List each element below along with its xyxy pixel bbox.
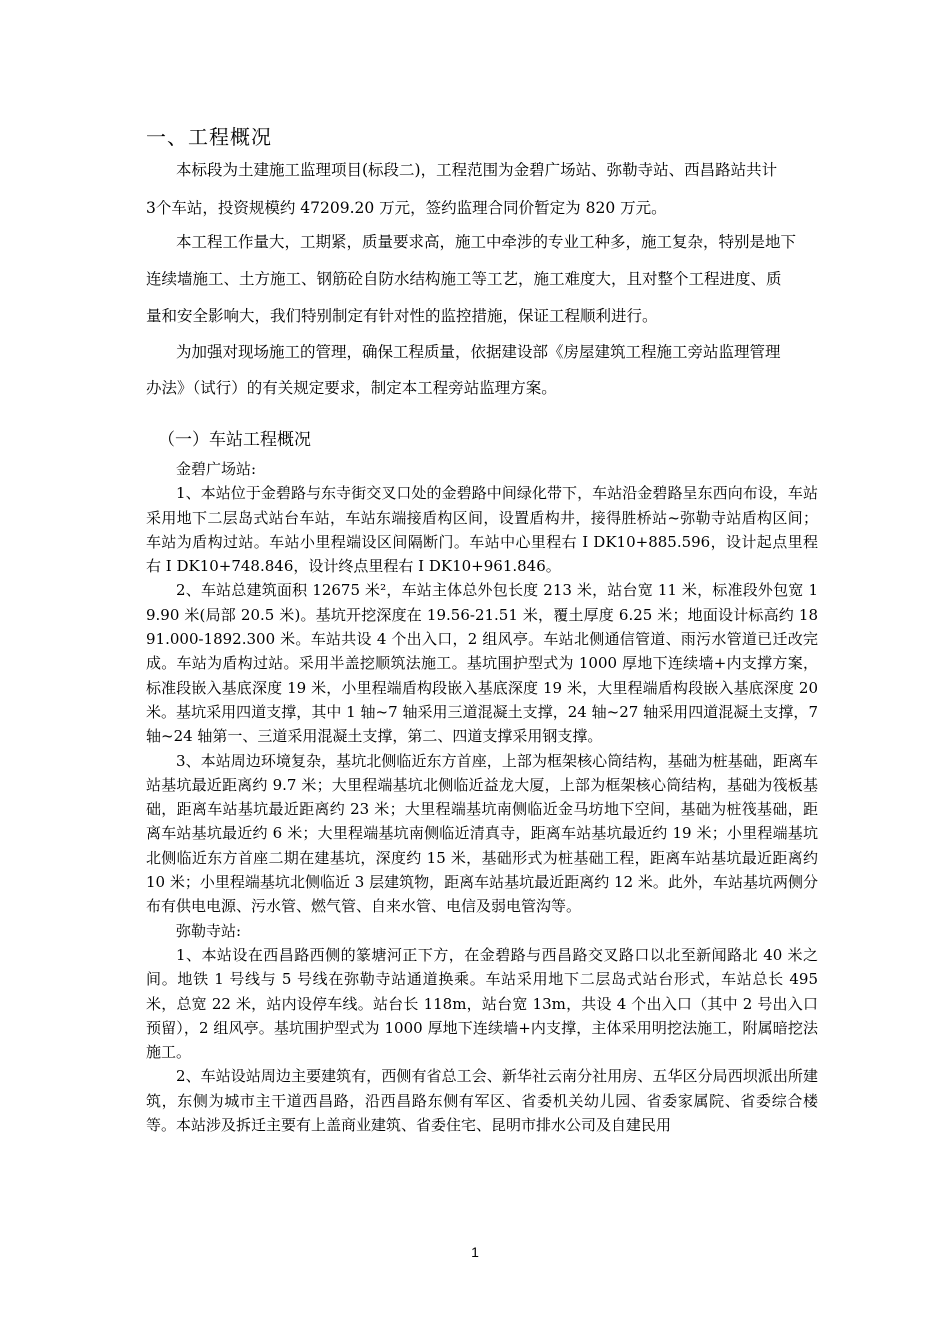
station-name-jinbi: 金碧广场站: bbox=[176, 460, 257, 478]
intro-line-1: 本标段为土建施工监理项目(标段二)，工程范围为金碧广场站、弥勒寺站、西昌路站共计 bbox=[176, 161, 778, 179]
paragraph: 3、本站周边环境复杂，基坑北侧临近东方首座，上部为框架核心筒结构，基础为桩基础，距离车站基坑最近距离约 9.7 米；大里程端基坑北侧临近益龙大厦，上部为框架核心筒结构，基础为筏板基础，距离车站基坑最近距离约 23 米；大里程端基坑南侧临近金马坊地下空间，基础为桩筏基础，距离车站基坑最近约 6 米；大里程端基坑南侧临近清真寺，距离车站基坑最近约 19 米；小里程端基坑北侧临近东方首座二期在建基坑，深度约 15 米，基础形式为桩基础工程，距离车站基坑最近距离约 10 米；小里程端基坑北侧临近 3 层建筑物，距离车站基坑最近距离约 12 米。此外，车站基坑两侧分布有供电电源、污水管、燃气管、自来水管、电信及弱电管沟等。 bbox=[146, 751, 818, 916]
subsection-title: （一）车站工程概况 bbox=[158, 430, 311, 450]
section-title: 一、工程概况 bbox=[146, 125, 272, 149]
intro-line-3: 本工程工作量大，工期紧，质量要求高，施工中牵涉的专业工种多，施工复杂，特别是地下 bbox=[176, 233, 797, 251]
station-name-mile: 弥勒寺站: bbox=[176, 921, 242, 940]
station-overview bbox=[146, 457, 818, 1137]
paragraph: 1、本站设在西昌路西侧的篆塘河正下方，在金碧路与西昌路交叉路口以北至新闻路北 40 米之间。地铁 1 号线与 5 号线在弥勒寺站通道换乘。车站采用地下二层岛式站台形式，车站总长 495 米，总宽 22 米，站内设停车线。站台长 118m，站台宽 13m，共设 4 个出入口（其中 2 号出入口预留），2 组风亭。基坑围护型式为 1000 厚地下连续墙+内支撑，主体采用明挖法施工，附属暗挖法施工。 bbox=[146, 945, 818, 1062]
intro-line-7: 办法》（试行）的有关规定要求，制定本工程旁站监理方案。 bbox=[146, 379, 557, 397]
page-number: 1 bbox=[471, 1244, 479, 1260]
intro-line-6: 为加强对现场施工的管理，确保工程质量，依据建设部《房屋建筑工程施工旁站监理管理 bbox=[176, 343, 781, 361]
intro-line-5: 量和安全影响大，我们特别制定有针对性的监控措施，保证工程顺利进行。 bbox=[146, 307, 658, 325]
paragraph: 2、车站总建筑面积 12675 米²，车站主体总外包长度 213 米，站台宽 11 米，标准段外包宽 19.90 米(局部 20.5 米)。基坑开挖深度在 19.56-21.51 米，覆土厚度 6.25 米；地面设计标高约 1891.000-1892.300 米。车站共设 4 个出入口，2 组风亭。车站北侧通信管道、雨污水管道已迁改完成。车站为盾构过站。采用半盖挖顺筑法施工。基坑围护型式为 1000 厚地下连续墙+内支撑方案，标准段嵌入基底深度 19 米，小里程端盾构段嵌入基底深度 19 米，大里程端盾构段嵌入基底深度 20 米。基坑采用四道支撑，其中 1 轴~7 轴采用三道混凝土支撑，24 轴~27 轴采用四道混凝土支撑，7 轴~24 轴第一、三道采用混凝土支撑，第二、四道支撑采用钢支撑。 bbox=[146, 581, 818, 746]
intro-line-4: 连续墙施工、土方施工、钢筋砼自防水结构施工等工艺，施工难度大，且对整个工程进度、质 bbox=[146, 270, 782, 288]
intro-line-2: 3个车站，投资规模约 47209.20 万元，签约监理合同价暂定为 820 万元。 bbox=[146, 199, 667, 217]
paragraph: 1、本站位于金碧路与东寺街交叉口处的金碧路中间绿化带下，车站沿金碧路呈东西向布设，车站采用地下二层岛式站台车站，车站东端接盾构区间，设置盾构井，接得胜桥站~弥勒寺站盾构区间；车站为盾构过站。车站小里程端设区间隔断门。车站中心里程右 I DK10+885.596，设计起点里程右 I DK10+748.846，设计终点里程右 I DK10+961.846。 bbox=[146, 484, 818, 576]
paragraph: 2、车站设站周边主要建筑有，西侧有省总工会、新华社云南分社用房、五华区分局西坝派出所建筑，东侧为城市主干道西昌路，沿西昌路东侧有军区、省委机关幼儿园、省委家属院、省委综合楼等。本站涉及拆迁主要有上盖商业建筑、省委住宅、昆明市排水公司及自建民用 bbox=[146, 1067, 818, 1135]
